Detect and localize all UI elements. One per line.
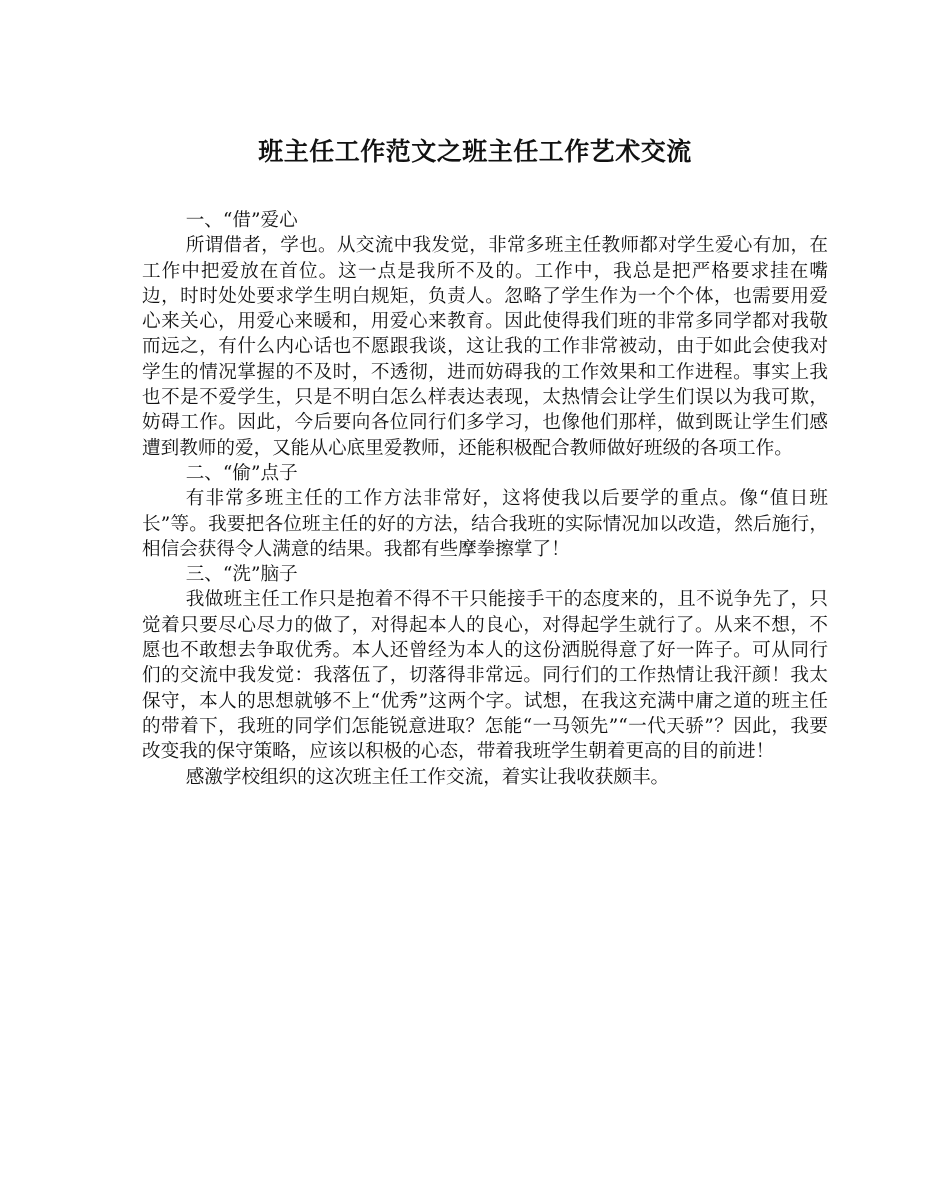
section-heading-1: 一、“借”爱心 [185,210,298,231]
section-heading-3: 三、“洗”脑子 [185,564,298,586]
document-title: 班主任工作范文之班主任工作艺术交流 [258,137,692,166]
closing-paragraph: 感激学校组织的这次班主任工作交流，着实让我收获颇丰。 [185,766,670,788]
section-paragraph-2: 有非常多班主任的工作方法非常好，这将使我以后要学的重点。像“值日班长”等。我要把各位班主任的好的方法，结合我班的实际情况加以改造，然后施行，相信会获得令人满意的结果。我都有些摩拳擦掌了！ [142,488,828,560]
section-paragraph-3: 我做班主任工作只是抱着不得不干只能接手干的态度来的，且不说争先了，只觉着只要尽心尽力的做了，对得起本人的良心，对得起学生就行了。从来不想，不愿也不敢想去争取优秀。本人还曾经为本人的这份洒脱得意了好一阵子。可从同行们的交流中我发觉：我落伍了，切落得非常远。同行们的工作热情让我汗颜！我太保守，本人的思想就够不上“优秀”这两个字。试想，在我这充满中庸之道的班主任的带着下，我班的同学们怎能锐意进取？怎能“一马领先”“一代天骄”？因此，我要改变我的保守策略，应该以积极的心态，带着我班学生朝着更高的目的前进！ [142,589,828,763]
document-body [142,208,828,790]
section-heading-2: 二、“偷”点子 [185,462,298,484]
section-paragraph-1: 所谓借者，学也。从交流中我发觉，非常多班主任教师都对学生爱心有加，在工作中把爱放在首位。这一点是我所不及的。工作中，我总是把严格要求挂在嘴边，时时处处要求学生明白规矩，负责人。忽略了学生作为一个个体，也需要用爱心来关心，用爱心来暖和，用爱心来教育。因此使得我们班的非常多同学都对我敬而远之，有什么内心话也不愿跟我谈，这让我的工作非常被动，由于如此会使我对学生的情况掌握的不及时，不透彻，进而妨碍我的工作效果和工作进程。事实上我也不是不爱学生，只是不明白怎么样表达表现，太热情会让学生们误以为我可欺，妨碍工作。因此，今后要向各位同行们多学习，也像他们那样，做到既让学生们感遭到教师的爱，又能从心底里爱教师，还能积极配合教师做好班级的各项工作。 [142,235,828,459]
